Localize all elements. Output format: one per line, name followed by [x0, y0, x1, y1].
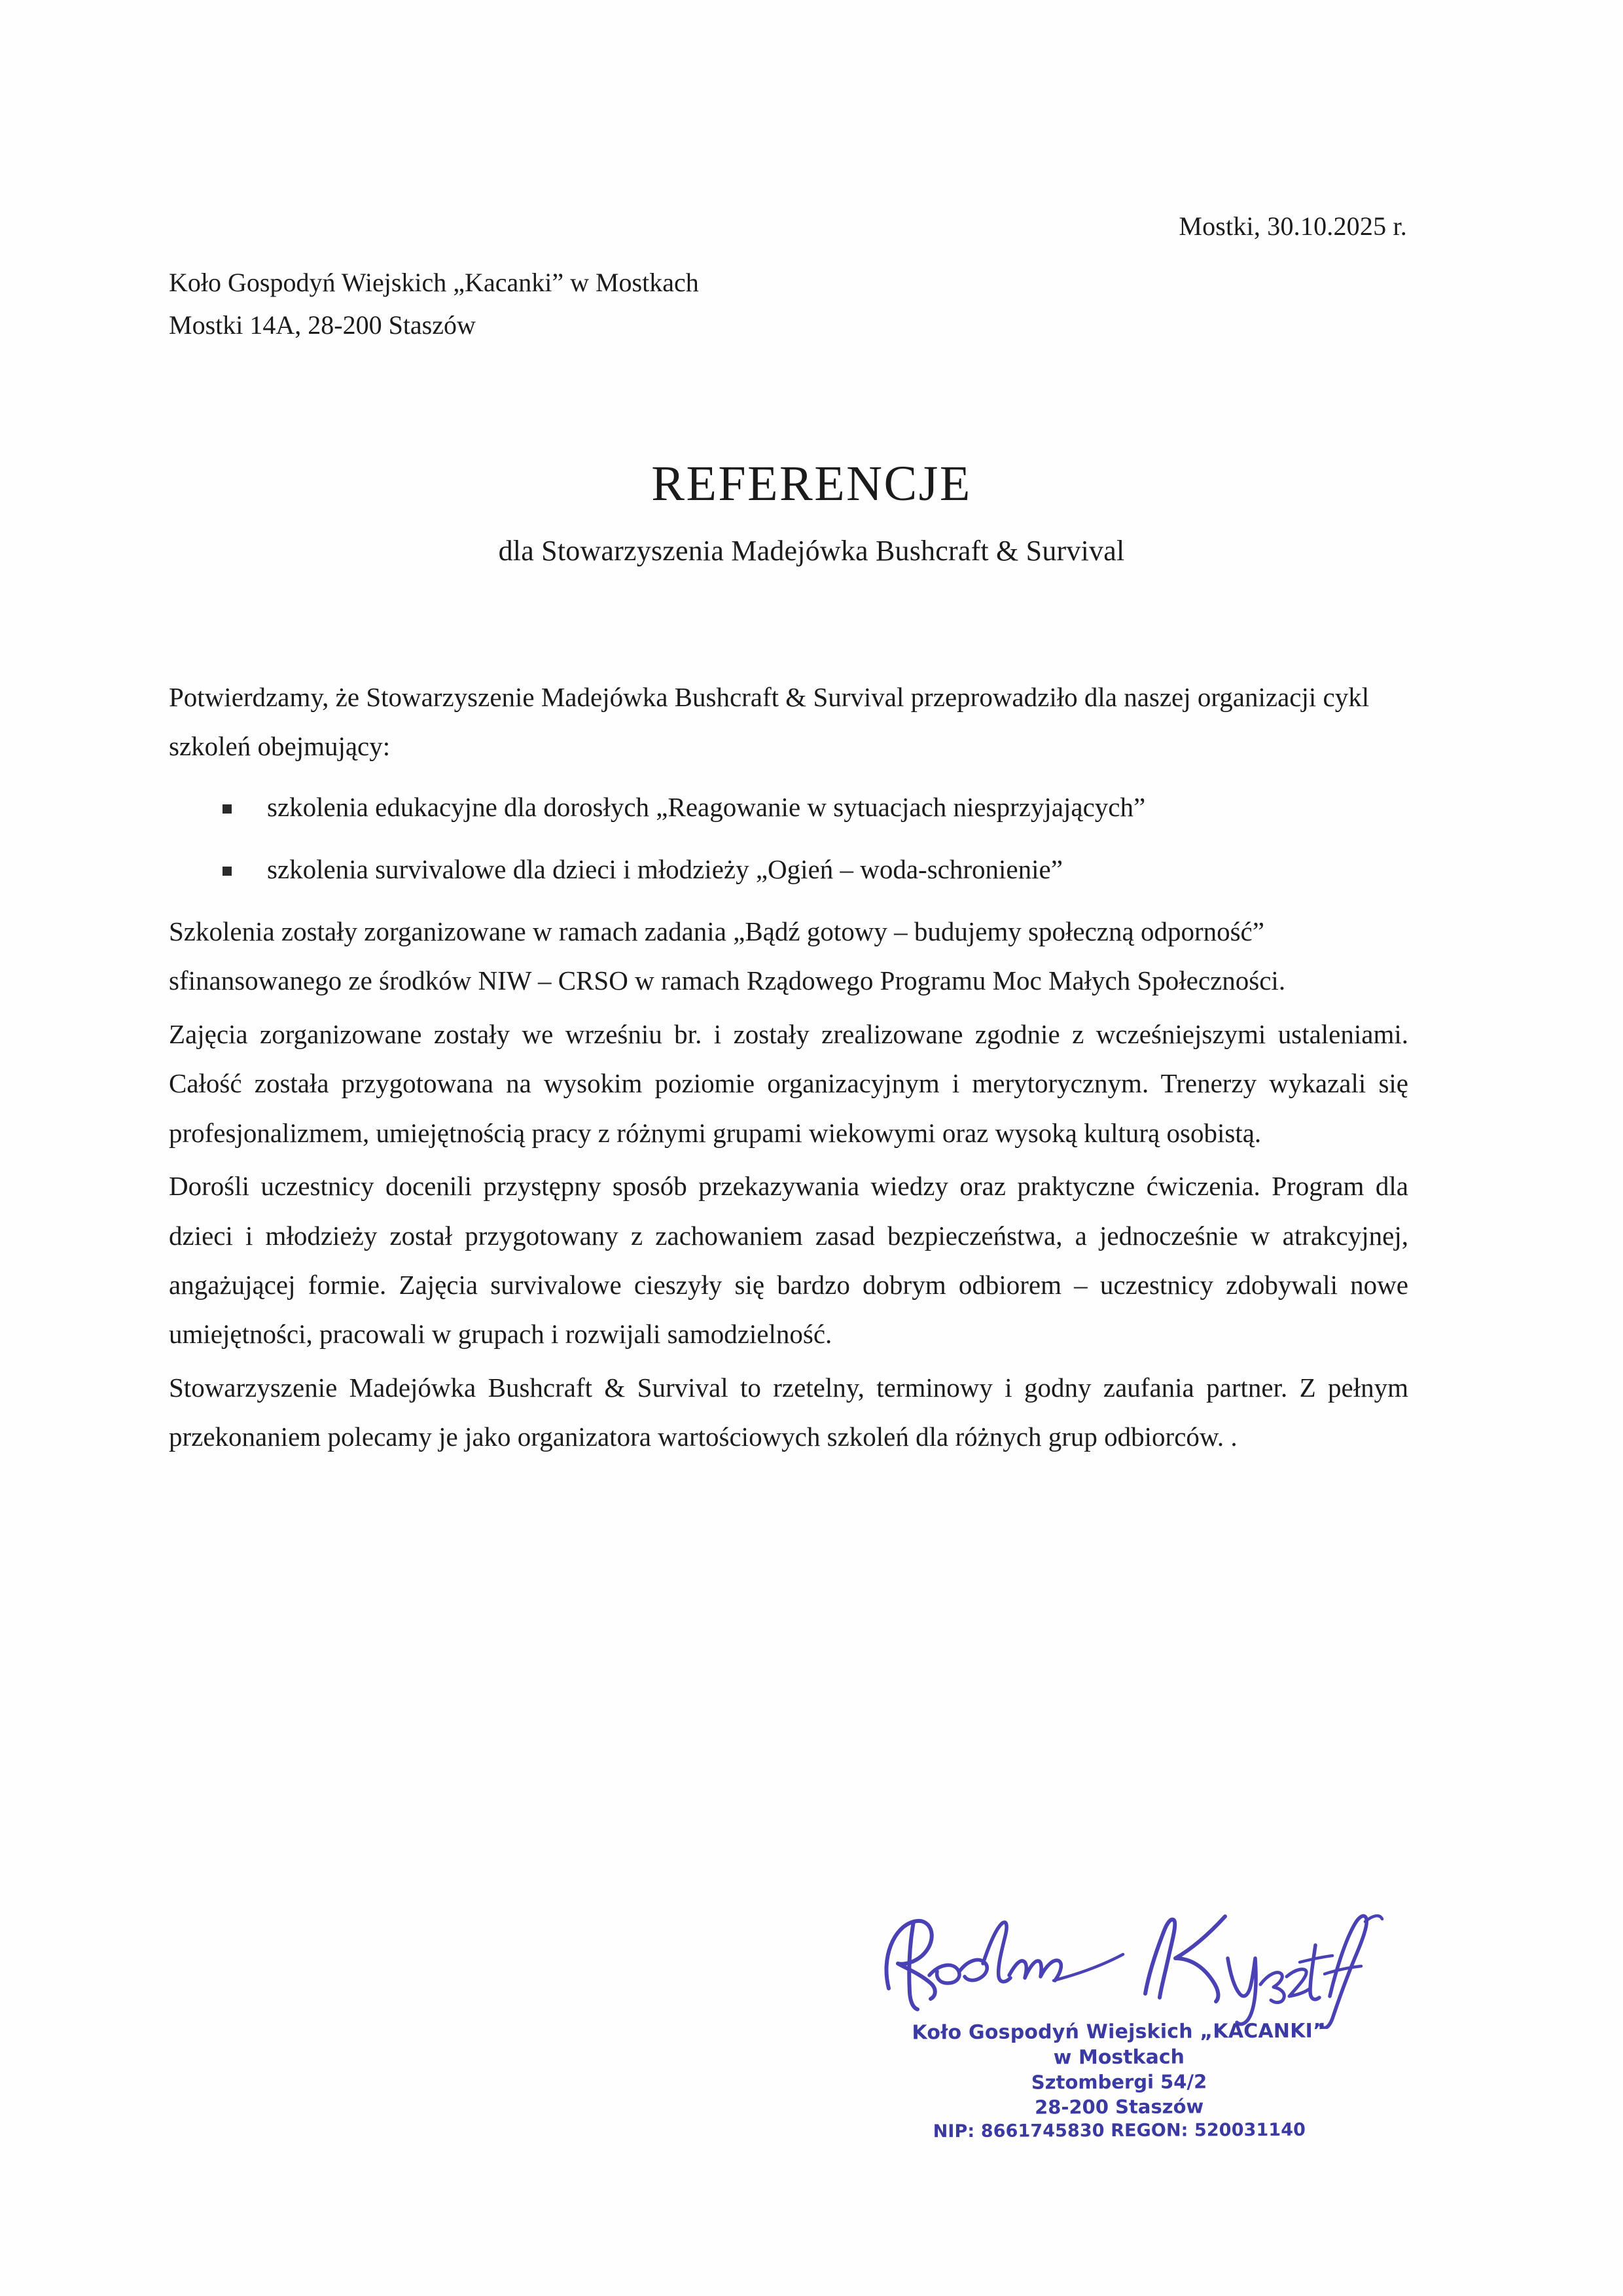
paragraph-funding: Szkolenia zostały zorganizowane w ramach zadania „Bądź gotowy – budujemy społeczną odporność” sfinansowanego ze środków NIW – CRSO w ramach Rządowego Programu Moc Małych Społeczności.: [169, 916, 1286, 996]
list-item-label: szkolenia survivalowe dla dzieci i młodzieży „Ogień – woda-schronienie”: [267, 854, 1063, 885]
list-item: [169, 787, 1408, 828]
letter-body: [169, 673, 1408, 1466]
paragraph-quality: Zajęcia zorganizowane zostały we wrześniu br. i zostały zrealizowane zgodnie z wcześniejszymi ustaleniami. Całość została przygotowana na wysokim poziomie organizacyjnym i merytorycznym. Trenerzy wykazali się profesjonalizmem, umiejętnością pracy z różnymi grupami wiekowymi oraz wysoką kulturą osobistą.: [169, 1018, 1408, 1148]
list-item-label: szkolenia edukacyjne dla dorosłych „Reagowanie w sytuacjach niesprzyjających”: [267, 791, 1146, 822]
title-block: [0, 458, 1623, 567]
paragraph-intro: Potwierdzamy, że Stowarzyszenie Madejówka Bushcraft & Survival przeprowadziło dla naszej organizacji cykl szkoleń obejmujący:: [169, 682, 1370, 762]
stamp-street: Sztombergi 54/2: [1031, 2070, 1207, 2094]
date-line: Mostki, 30.10.2025 r.: [1179, 211, 1407, 241]
stamp-organization-name: Koło Gospodyń Wiejskich „KACANKI”: [912, 2019, 1326, 2045]
sender-organization-name: Koło Gospodyń Wiejskich „Kacanki” w Mostkach: [169, 268, 699, 297]
organization-stamp: [812, 2018, 1427, 2144]
paragraph-recommendation: Stowarzyszenie Madejówka Bushcraft & Survival to rzetelny, terminowy i godny zaufania partner. Z pełnym przekonaniem polecamy je jako organizatora wartościowych szkoleń dla różnych grup odbiorców. .: [169, 1372, 1408, 1452]
square-bullet-icon: [223, 867, 232, 876]
signature: [838, 1859, 1400, 2029]
list-item: [169, 850, 1408, 890]
stamp-nip-regon: NIP: 8661745830 REGON: 520031140: [933, 2120, 1306, 2142]
square-bullet-icon: [223, 804, 232, 814]
sender-address-block: [169, 262, 699, 347]
stamp-postal-city: 28-200 Staszów: [1034, 2095, 1204, 2119]
stamp-locality: w Mostkach: [1053, 2045, 1185, 2070]
page-title: REFERENCJE: [651, 456, 972, 511]
paragraph-participants: Dorośli uczestnicy docenili przystępny sposób przekazywania wiedzy oraz praktyczne ćwiczenia. Program dla dzieci i młodzieży został przygotowany z zachowaniem zasad bezpieczeństwa, a jednocześnie w atrakcyjnej, angażującej formie. Zajęcia survivalowe cieszyły się bardzo dobrym odbiorem – uczestnicy zdobywali nowe umiejętności, pracowali w grupach i rozwijali samodzielność.: [169, 1171, 1408, 1350]
document-subtitle: dla Stowarzyszenia Madejówka Bushcraft & Survival: [498, 534, 1125, 567]
training-list: [169, 787, 1408, 890]
signature-ink-icon: [838, 1859, 1400, 2029]
sender-address: Mostki 14A, 28-200 Staszów: [169, 310, 476, 340]
